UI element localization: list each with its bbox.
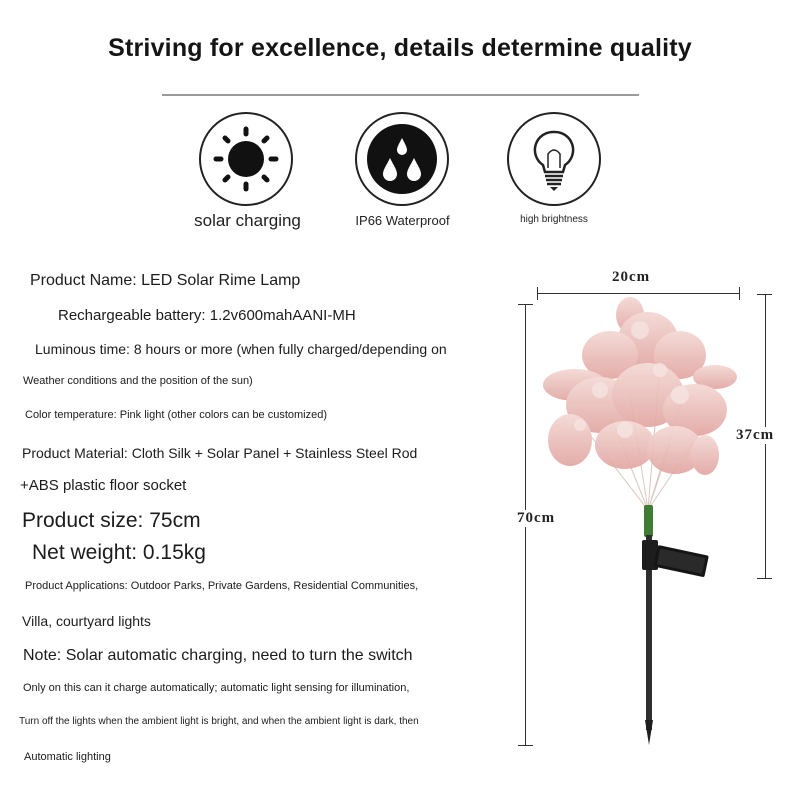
spec-note-cont-1: Only on this can it charge automatically; automatic light sensing for illumination, [23, 682, 410, 694]
solar-rime-lamp-image [530, 295, 745, 750]
spec-luminous-time: Luminous time: 8 hours or more (when fully charged/depending on [35, 341, 447, 357]
page-headline: Striving for excellence, details determine quality [108, 34, 692, 62]
water-drops-icon [357, 114, 447, 204]
light-bulb-icon [509, 114, 599, 204]
spec-note-cont-2: Turn off the lights when the ambient light is bright, and when the ambient light is dark, then [19, 716, 419, 727]
head-height-dimension-tick-bottom [757, 578, 772, 579]
width-dimension-label: 20cm [612, 269, 651, 285]
spec-note-cont-3: Automatic lighting [24, 751, 111, 763]
solar-feature-label: solar charging [194, 211, 301, 230]
spec-color-temperature: Color temperature: Pink light (other colors can be customized) [25, 409, 328, 421]
spec-applications-cont: Villa, courtyard lights [22, 613, 151, 629]
spec-note: Note: Solar automatic charging, need to turn the switch [23, 647, 413, 664]
sun-icon [201, 114, 291, 204]
total-height-dimension-label: 70cm [517, 510, 556, 526]
spec-product-size: Product size: 75cm [22, 509, 201, 532]
spec-battery: Rechargeable battery: 1.2v600mahAANI-MH [58, 307, 356, 324]
brightness-feature-badge [507, 112, 601, 206]
divider-line [162, 94, 639, 96]
head-height-dimension-label: 37cm [736, 427, 775, 443]
waterproof-feature-label: IP66 Waterproof [355, 213, 450, 228]
spec-product-name: Product Name: LED Solar Rime Lamp [30, 272, 301, 289]
head-height-dimension-tick-top [757, 294, 772, 295]
brightness-feature-label: high brightness [520, 214, 588, 225]
solar-feature-badge [199, 112, 293, 206]
spec-material-cont: +ABS plastic floor socket [20, 477, 187, 494]
spec-material: Product Material: Cloth Silk + Solar Panel + Stainless Steel Rod [22, 445, 418, 461]
spec-luminous-time-cont: Weather conditions and the position of the sun) [23, 375, 253, 387]
waterproof-feature-badge [355, 112, 449, 206]
spec-applications: Product Applications: Outdoor Parks, Private Gardens, Residential Communities, [25, 580, 419, 592]
width-dimension-line [537, 293, 740, 294]
spec-net-weight: Net weight: 0.15kg [32, 541, 206, 564]
